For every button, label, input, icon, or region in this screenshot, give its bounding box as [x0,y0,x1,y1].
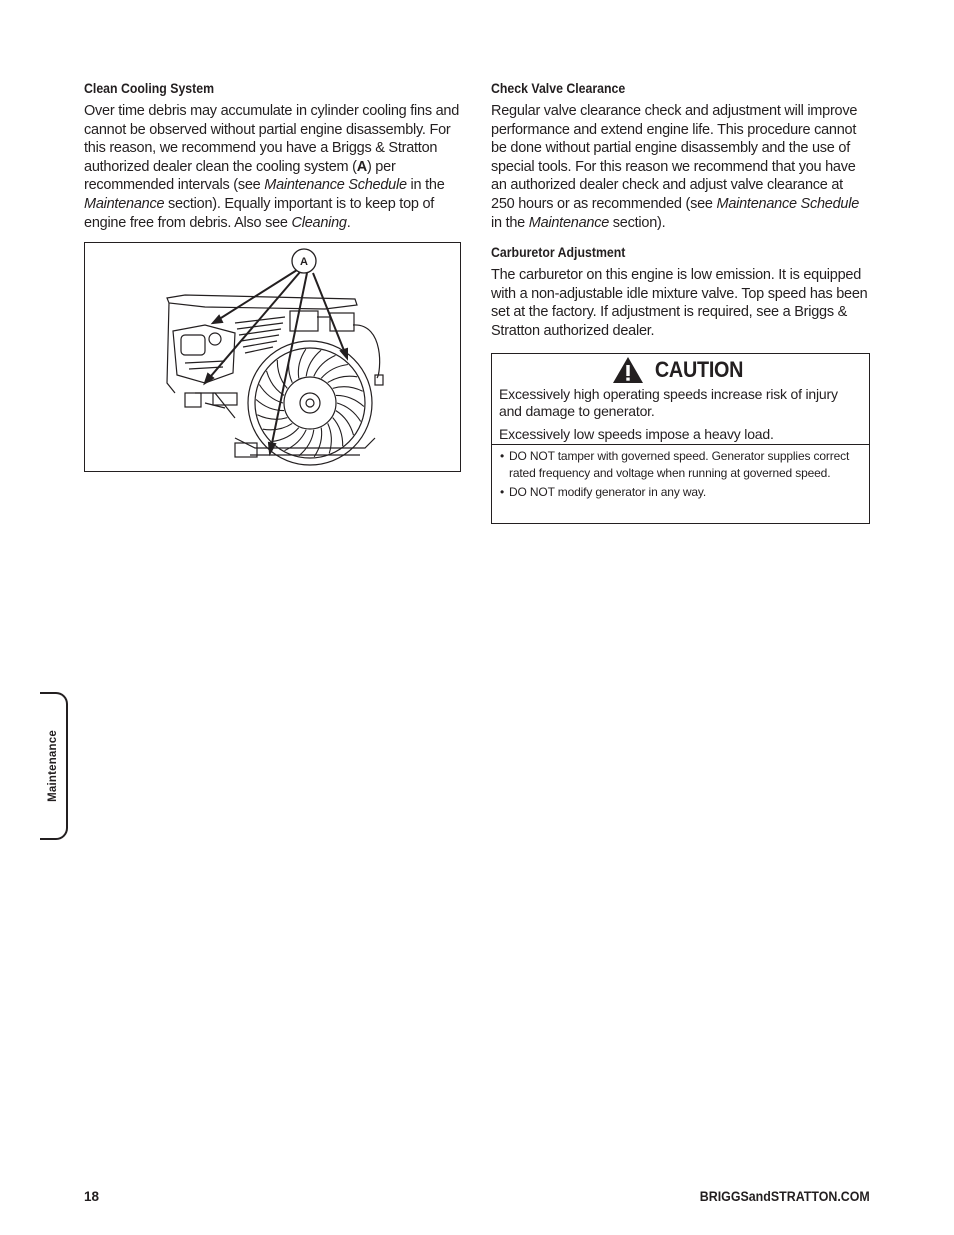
caution-messages [492,386,869,443]
fan-blade [263,423,293,429]
carburetor-heading: Carburetor Adjustment [491,244,626,261]
caution-box [491,353,870,524]
fan-blade [328,376,358,382]
clean-cooling-heading: Clean Cooling System [84,80,215,96]
fan-blade [257,415,287,420]
caution-bullet-text: DO NOT tamper with governed speed. Generator supplies correct rated frequency and voltage when running at governed speed. [509,449,850,480]
fan-blade [336,395,364,406]
fan-blade [337,403,361,422]
fan-blade [306,350,321,376]
page-number: 18 [84,1189,100,1204]
fan-blade [333,418,343,446]
carburetor-paragraph: The carburetor on this engine is low emission. It is equipped with a non-adjustable idle mixture valve. Top speed has been set at the factory. If adjustment is required, see a Briggs & Stratton authorized dealer. [491,267,868,339]
fan-blade [298,349,305,378]
caution-title: CAUTION [655,357,744,382]
fan-blade [336,411,354,436]
left-column [84,80,462,232]
engine-cooling-figure [84,242,461,472]
fan-blade [267,371,285,396]
check-valve-paragraph: Regular valve clearance check and adjustment will improve performance and extend engine life. This procedure cannot be done without partial engine disassembly and the use of special tools. For this reason we recommend that you have an authorized dealer check and adjust valve clearance at 250 hours or as recommended (see Maintenance Schedule in the Maintenance section). [491,103,860,231]
caution-message-high-speed: Excessively high operating speeds increase risk of injury and damage to generator. [499,386,838,419]
caution-bullet-text: DO NOT modify generator in any way. [509,485,707,499]
caution-message-low-speed: Excessively low speeds impose a heavy load. [499,426,774,442]
fan-blade [259,385,283,404]
fan-blade [314,355,336,376]
right-column [491,80,869,341]
caution-bullet: • DO NOT modify generator in any way. [499,485,707,499]
check-valve-heading: Check Valve Clearance [491,80,626,96]
clean-cooling-paragraph: Over time debris may accumulate in cylinder cooling fins and cannot be observed without partial engine disassembly. For this reason, we recommend you have a Briggs & Stratton authorized dealer clean the cooling system (A) per recommended intervals (see Maintenance Schedule in the Maintenance section). Equally important is to keep top of engine free from debris. Also see Cleaning. [84,103,460,231]
engine-illustration [85,243,462,473]
caution-bullet-list [492,444,869,501]
fan-blade [314,428,321,457]
footer-website: BRIGGSandSTRATTON.COM [700,1189,870,1204]
fan-blade [328,423,332,453]
section-side-tab-label: Maintenance [47,730,59,802]
callout-a-label: A [300,256,308,268]
fan-blade [299,430,314,456]
caution-bullet: • DO NOT tamper with governed speed. Generator supplies correct rated frequency and voltage when running at governed speed. [495,448,862,482]
warning-triangle-icon [612,356,644,384]
caution-header [492,354,869,386]
fan-blade [333,387,363,392]
